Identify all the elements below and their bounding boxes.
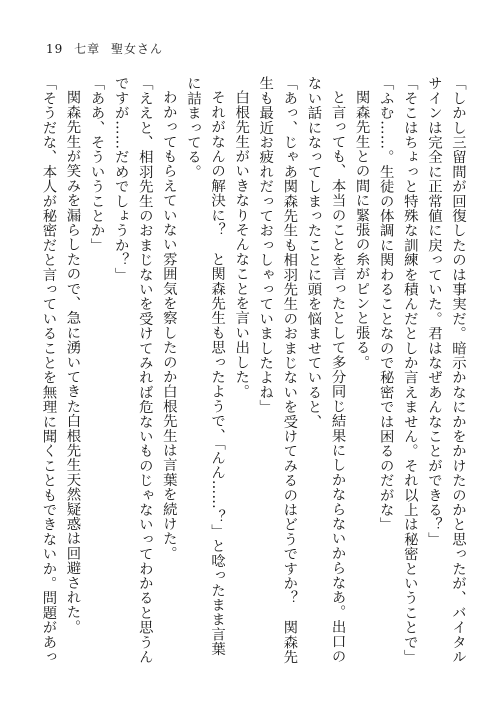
page-number: 19 — [46, 42, 64, 56]
text-line: わかってもらえていない雰囲気を察したのか白根先生は言葉を続けた。 — [160, 90, 177, 561]
text-line: 「しかし三留間が回復したのは事実だ。暗示かなにかをかけたのかと思ったが、バイタル — [450, 76, 466, 664]
vertical-text-body — [20, 76, 470, 696]
text-line: 「ふむ……。生徒の体調に関わることなので秘密では困るのだがな」 — [377, 76, 394, 532]
running-header — [46, 43, 169, 55]
text-line: 関森先生との間に緊張の糸がピンと張る。 — [353, 90, 370, 370]
chapter-title: 聖女さん — [110, 42, 163, 56]
text-line: サインは完全に正常値に戻っていた。君はなぜあんなことができる？」 — [425, 76, 442, 547]
text-line: それがなんの解決に？ と関森先生も思ったようで、「んん……？」と唸ったまま言葉 — [209, 90, 226, 657]
text-line: ない話になってしまったことに頭を悩ませていると、 — [305, 76, 322, 429]
text-line: 「そうだな、本人が秘密だと言っていることを無理に聞くこともできないか。問題があっ — [40, 76, 57, 664]
text-line: に詰まってる。 — [184, 76, 201, 179]
text-line: 「ああ、そういうことか」 — [88, 76, 105, 253]
text-line: 「あっ、じゃあ関森先生も相羽先生のおまじないを受けてみるのはどうですか？ 関森先 — [281, 76, 298, 664]
text-line: ですが……だめでしょうか？」 — [112, 76, 129, 282]
text-line: と言っても、本当のことを言ったとして多分同じ結果にしかならないからなあ。出口の — [329, 90, 346, 664]
text-line: 「そこはちょっと特殊な訓練を積んだとしか言えません。それ以上は秘密ということで」 — [401, 76, 418, 664]
text-line: 生も最近お疲れだっておっしゃっていましたよね」 — [257, 76, 274, 415]
text-line: 白根先生がいきなりそんなことを言い出した。 — [233, 90, 250, 400]
text-line: 「ええと、相羽先生のおまじないを受けてみれば危ないものじゃないってわかると思うん — [136, 76, 153, 664]
text-line: 関森先生が笑みを漏らしたので、急に湧いてきた白根先生天然疑惑は回避された。 — [64, 90, 81, 635]
chapter-label: 七章 — [74, 42, 101, 56]
